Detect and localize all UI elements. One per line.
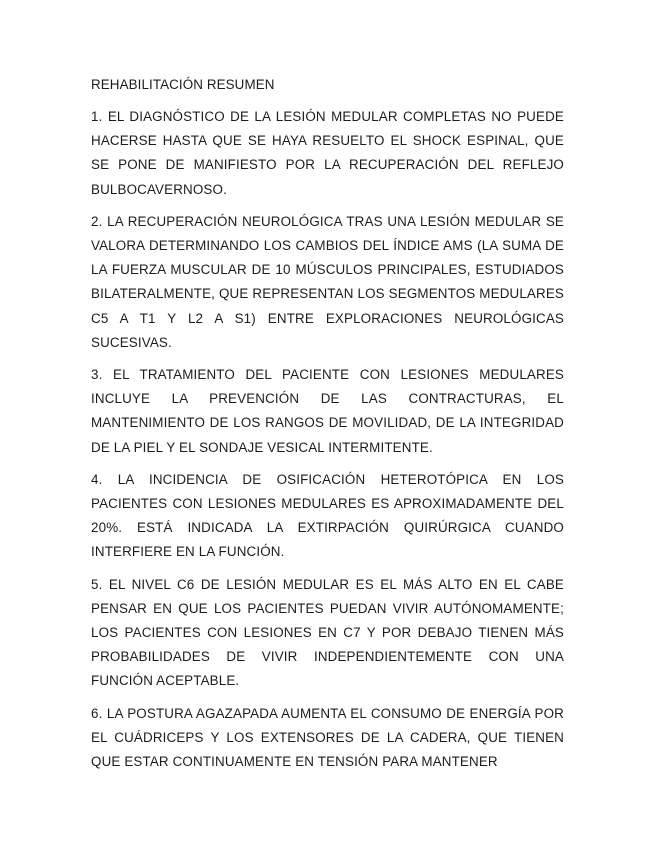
document-page — [91, 74, 564, 782]
paragraph-3: 3. EL TRATAMIENTO DEL PACIENTE CON LESIONES MEDULARES INCLUYE LA PREVENCIÓN DE LAS CONTRACTURAS, EL MANTENIMIENTO DE LOS RANGOS DE MOVILIDAD, DE LA INTEGRIDAD DE LA PIEL Y EL SONDAJE VESICAL INTERMITENTE. — [91, 367, 564, 455]
paragraph-2: 2. LA RECUPERACIÓN NEUROLÓGICA TRAS UNA LESIÓN MEDULAR SE VALORA DETERMINANDO LOS CAMBIOS DEL ÍNDICE AMS (LA SUMA DE LA FUERZA MUSCULAR DE 10 MÚSCULOS PRINCIPALES, ESTUDIADOS BILATERALMENTE, QUE REPRESENTAN LOS SEGMENTOS MEDULARES C5 A T1 Y L2 A S1) ENTRE EXPLORACIONES NEUROLÓGICAS SUCESIVAS. — [91, 213, 564, 350]
paragraph-4: 4. LA INCIDENCIA DE OSIFICACIÓN HETEROTÓPICA EN LOS PACIENTES CON LESIONES MEDULARES ES APROXIMADAMENTE DEL 20%. ESTÁ INDICADA LA EXTIRPACIÓN QUIRÚRGICA CUANDO INTERFIERE EN LA FUNCIÓN. — [91, 471, 564, 560]
paragraph-1: 1. EL DIAGNÓSTICO DE LA LESIÓN MEDULAR COMPLETAS NO PUEDE HACERSE HASTA QUE SE HAYA RESUELTO EL SHOCK ESPINAL, QUE SE PONE DE MANIFIESTO POR LA RECUPERACIÓN DEL REFLEJO BULBOCAVERNOSO. — [91, 109, 564, 197]
paragraph-6: 6. LA POSTURA AGAZAPADA AUMENTA EL CONSUMO DE ENERGÍA POR EL CUÁDRICEPS Y LOS EXTENSORES DE LA CADERA, QUE TIENEN QUE ESTAR CONTINUAMENTE EN TENSIÓN PARA MANTENER — [91, 705, 564, 770]
document-title: REHABILITACIÓN RESUMEN — [91, 77, 275, 92]
paragraph-5: 5. EL NIVEL C6 DE LESIÓN MEDULAR ES EL MÁS ALTO EN EL CABE PENSAR EN QUE LOS PACIENTES PUEDAN VIVIR AUTÓNOMAMENTE; LOS PACIENTES CON LESIONES EN C7 Y POR DEBAJO TIENEN MÁS PROBABILIDADES DE VIVIR INDEPENDIENTEMENTE CON UNA FUNCIÓN ACEPTABLE. — [91, 576, 564, 689]
